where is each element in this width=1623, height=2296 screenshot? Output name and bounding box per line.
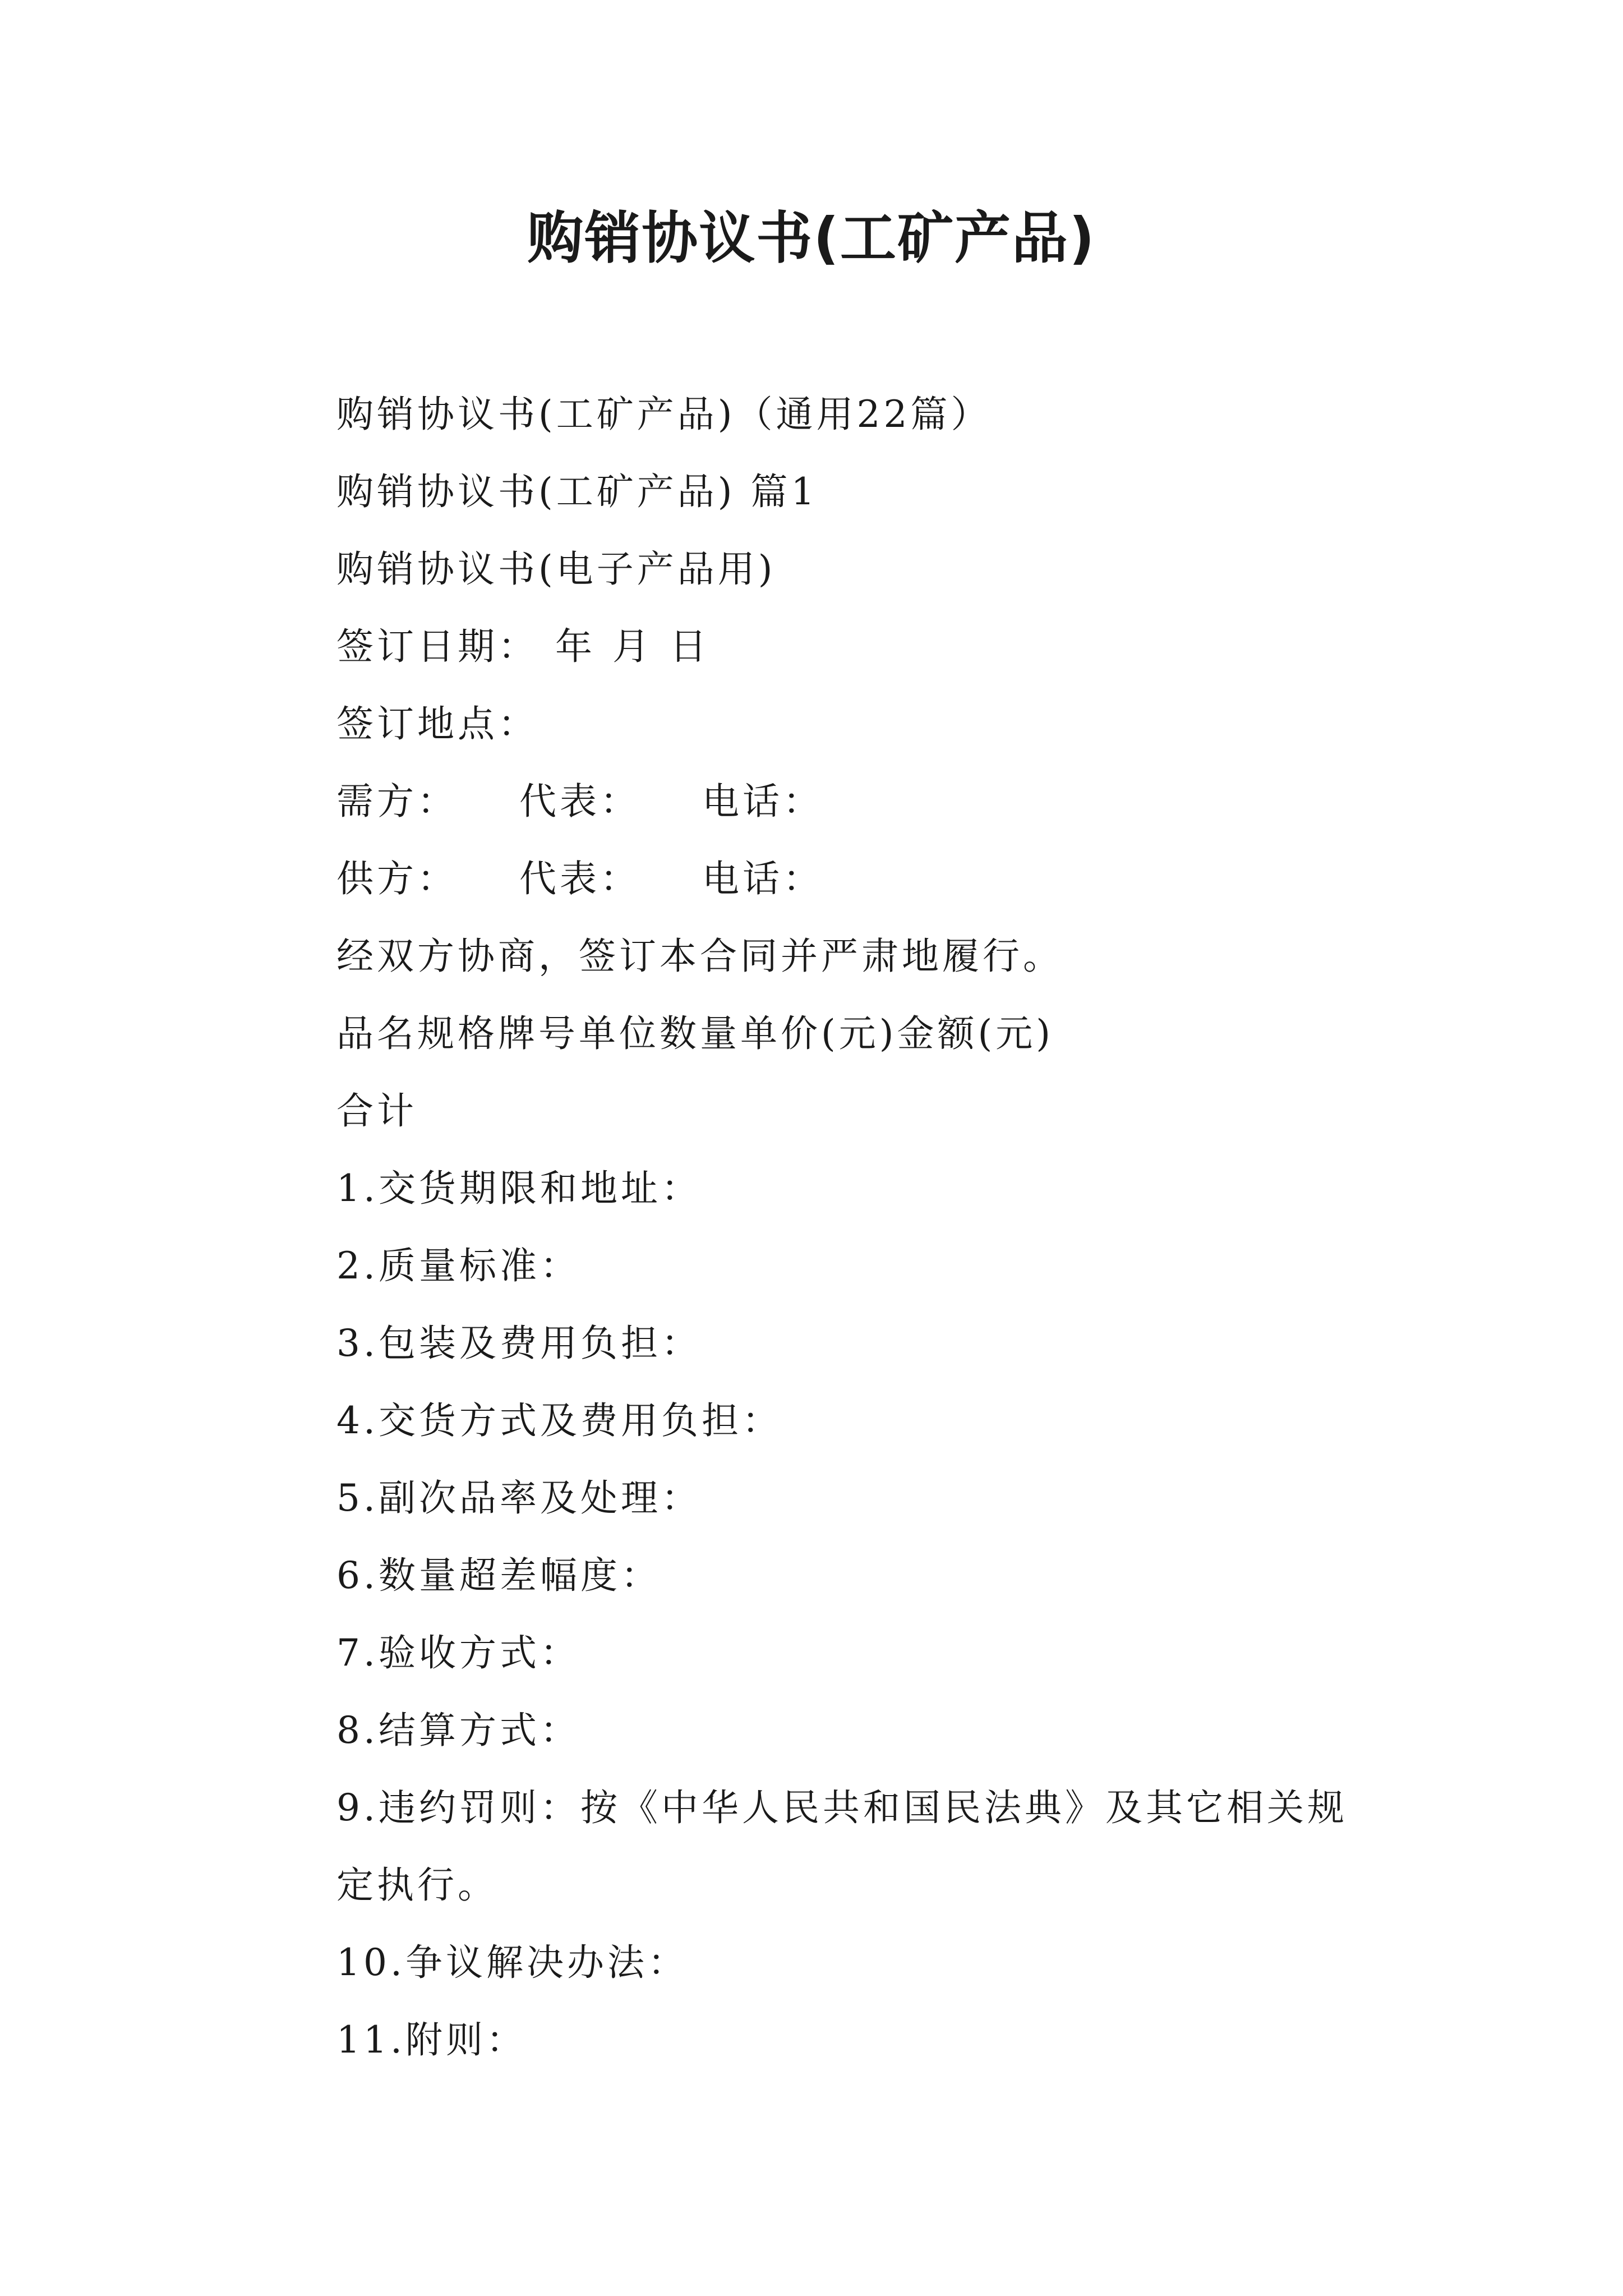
buyer-label: 需方：	[336, 780, 458, 823]
subtitle-line: 购销协议书(工矿产品)（通用22篇）	[336, 393, 992, 436]
page-title: 购销协议书(工矿产品)	[527, 205, 1096, 271]
sign-date-label: 签订日期：	[336, 625, 538, 668]
contract-name: 购销协议书(电子产品用)	[336, 547, 776, 591]
clause-8: 8.结算方式：	[336, 1709, 580, 1752]
clause-2: 2.质量标准：	[336, 1244, 580, 1287]
clause-11: 11.附则：	[336, 2018, 527, 2062]
document-body	[247, 376, 1385, 2079]
supplier-line	[247, 840, 1385, 918]
total-line: 合计	[336, 1089, 417, 1133]
clause-7: 7.验收方式：	[336, 1631, 580, 1674]
buyer-line	[247, 763, 1385, 840]
table-header-line: 品名规格牌号单位数量单价(元)金额(元)	[336, 1012, 1054, 1055]
supplier-rep-label: 代表：	[519, 857, 640, 900]
supplier-label: 供方：	[336, 857, 458, 900]
clause-3: 3.包装及费用负担：	[336, 1322, 702, 1365]
clause-5: 5.副次品率及处理：	[336, 1476, 702, 1520]
clause-10: 10.争议解决办法：	[336, 1941, 688, 1984]
clause-4: 4.交货方式及费用负担：	[336, 1399, 782, 1442]
supplier-phone-label: 电话：	[702, 857, 823, 900]
sign-date-line	[247, 608, 1385, 685]
buyer-rep-label: 代表：	[519, 780, 640, 823]
clause-1: 1.交货期限和地址：	[336, 1167, 702, 1210]
section-heading: 购销协议书(工矿产品) 篇1	[336, 470, 818, 513]
year-label: 年	[555, 625, 596, 668]
month-label: 月	[612, 625, 653, 668]
sign-place-line: 签订地点：	[336, 702, 538, 746]
buyer-phone-label: 电话：	[702, 780, 823, 823]
clause-6: 6.数量超差幅度：	[336, 1554, 661, 1597]
agreement-statement: 经双方协商，签订本合同并严肃地履行。	[336, 935, 1063, 978]
clause-9: 9.违约罚则：按《中华人民共和国民法典》及其它相关规定执行。	[336, 1786, 1348, 1907]
day-label: 日	[670, 625, 710, 668]
